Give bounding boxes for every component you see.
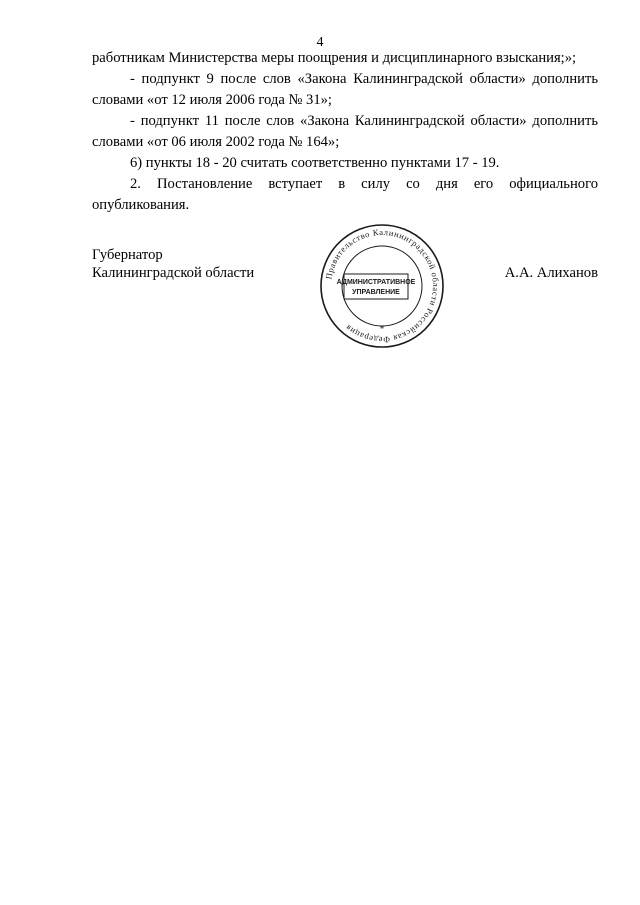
seal-inner-line1: АДМИНИСТРАТИВНОЕ — [336, 279, 416, 286]
paragraph-continuation: работникам Министерства меры поощрения и дисциплинарного взыскания;»; — [92, 50, 577, 66]
signatory-name: А.А. Алиханов — [504, 265, 598, 281]
page-number: 4 — [316, 35, 324, 50]
paragraph-effective-date: 2. Постановление вступает в силу со дня его официального опубликования. — [92, 176, 598, 213]
paragraph-subpoint-11: - подпункт 11 после слов «Закона Калининградской области» дополнить словами «от 06 июля 2002 года № 164»; — [92, 113, 598, 150]
seal-inner-line2: УПРАВЛЕНИЕ — [352, 289, 400, 296]
seal-star-icon: * — [379, 324, 385, 334]
document-body — [92, 48, 598, 216]
signatory-title — [92, 246, 254, 282]
paragraph-subpoint-9: - подпункт 9 после слов «Закона Калининградской области» дополнить словами «от 12 июля 2006 года № 31»; — [92, 71, 598, 108]
signatory-title-line1: Губернатор — [92, 247, 163, 263]
seal-inner-ring — [342, 246, 422, 326]
signatory-title-line2: Калининградской области — [92, 265, 255, 281]
seal-outer-text: Правительство Калининградской области Российская Федерация — [323, 226, 442, 346]
official-seal — [318, 222, 446, 350]
paragraph-renumbering: 6) пункты 18 - 20 считать соответственно пунктами 17 - 19. — [130, 155, 500, 171]
